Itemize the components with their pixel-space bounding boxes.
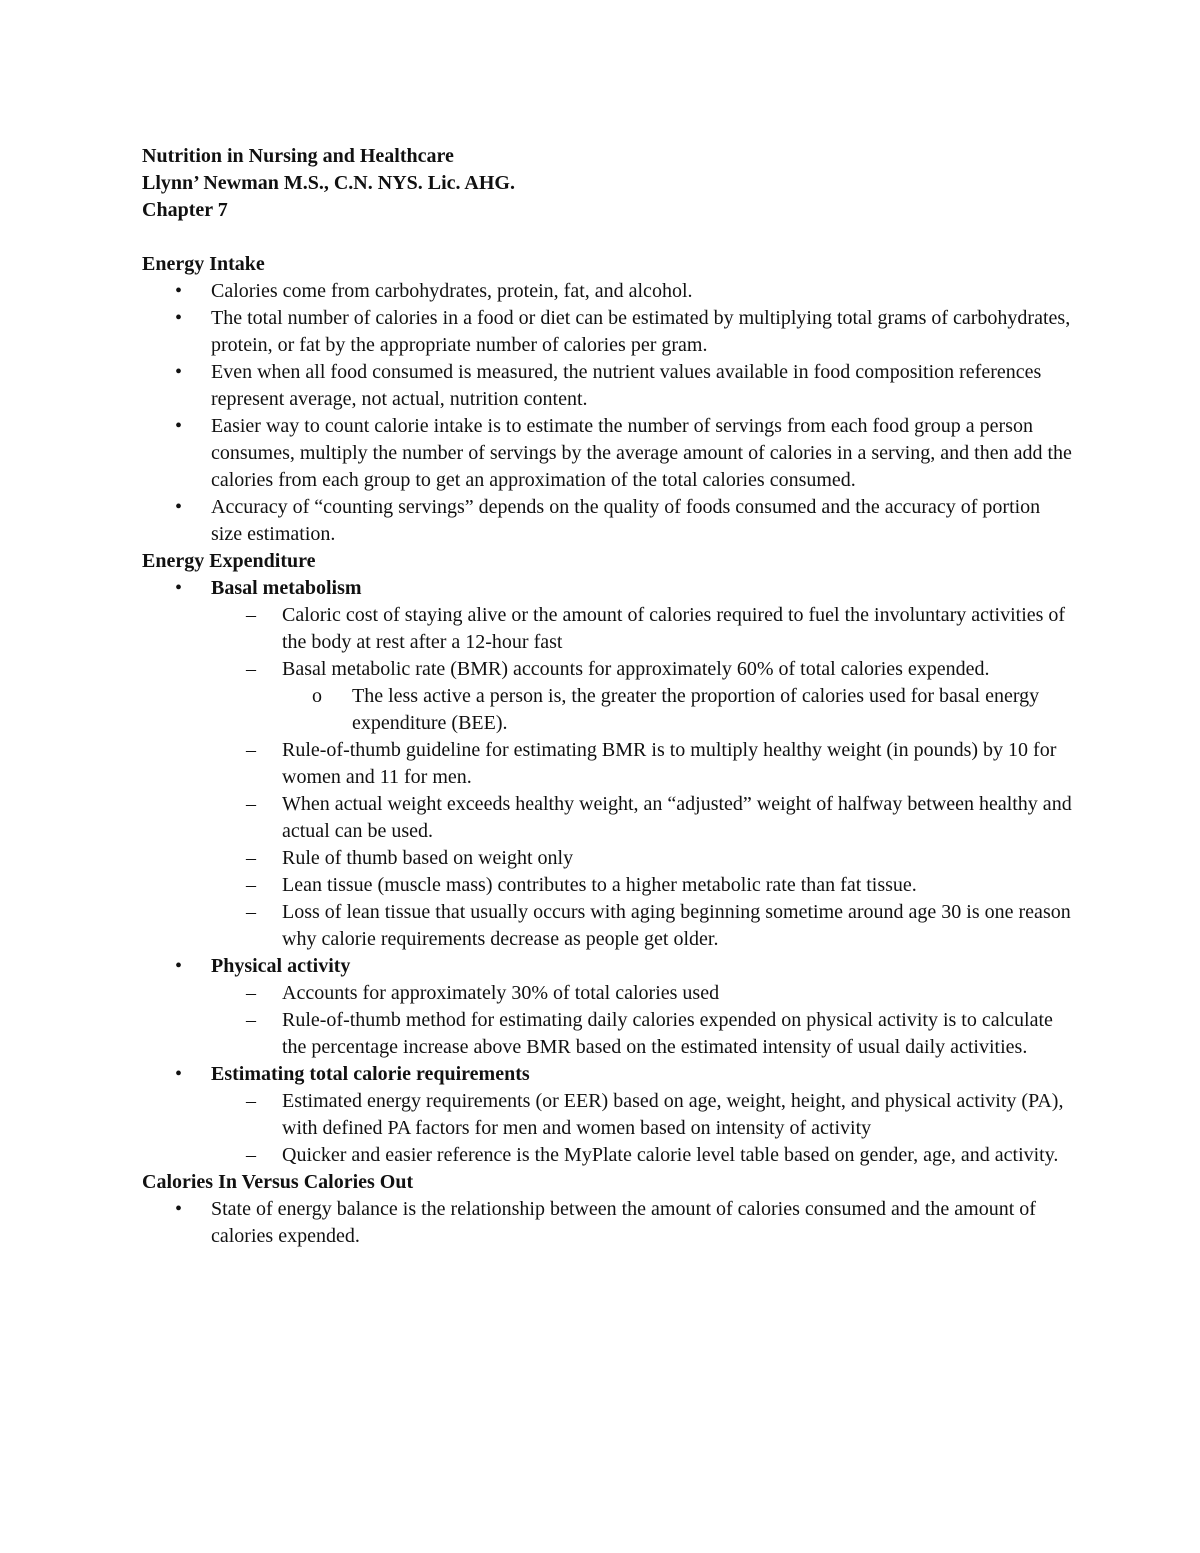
list-item-text: Basal metabolic rate (BMR) accounts for approximately 60% of total calories expended. <box>282 658 990 680</box>
list-item-text: Even when all food consumed is measured, the nutrient values available in food composition references represent average, not actual, nutrition content. <box>211 361 1042 410</box>
list-item-text: Calories come from carbohydrates, protein, fat, and alcohol. <box>211 280 693 302</box>
list-item <box>142 656 1072 737</box>
subheading-estimating-requirements: Estimating total calorie requirements <box>211 1063 530 1085</box>
dash-marker: – <box>246 793 256 815</box>
list-item <box>142 602 1072 656</box>
list-item-physical-activity <box>142 953 1072 1061</box>
chapter-label: Chapter 7 <box>142 199 228 221</box>
circle-marker: o <box>312 685 322 707</box>
bullet-marker: • <box>175 1063 183 1085</box>
list-item <box>142 1196 1072 1250</box>
list-item-estimating-requirements <box>142 1061 1072 1169</box>
list-item-text: State of energy balance is the relationship between the amount of calories consumed and the amount of calories expended. <box>211 1198 1036 1247</box>
bmr-sub-list <box>282 683 1072 737</box>
list-item <box>142 494 1072 548</box>
dash-marker: – <box>246 1144 256 1166</box>
list-item <box>142 737 1072 791</box>
bullet-marker: • <box>175 307 183 329</box>
dash-marker: – <box>246 1090 256 1112</box>
bullet-marker: • <box>175 496 183 518</box>
section-title-energy-intake: Energy Intake <box>142 253 265 275</box>
list-item <box>142 872 1072 899</box>
list-item <box>142 1007 1072 1061</box>
list-item <box>142 791 1072 845</box>
basal-metabolism-list <box>211 602 1072 953</box>
course-title: Nutrition in Nursing and Healthcare <box>142 145 454 167</box>
list-item <box>142 359 1072 413</box>
dash-marker: – <box>246 739 256 761</box>
list-item-text: Estimated energy requirements (or EER) based on age, weight, height, and physical activity (PA), with defined PA factors for men and women based on intensity of activity <box>282 1090 1064 1139</box>
energy-expenditure-list <box>142 575 1072 1169</box>
subheading-basal-metabolism: Basal metabolism <box>211 577 362 599</box>
list-item-text: The total number of calories in a food or diet can be estimated by multiplying total grams of carbohydrates, protein, or fat by the appropriate number of calories per gram. <box>211 307 1071 356</box>
list-item-text: Rule-of-thumb guideline for estimating BMR is to multiply healthy weight (in pounds) by 10 for women and 11 for men. <box>282 739 1057 788</box>
calories-in-out-list <box>142 1196 1072 1250</box>
list-item <box>142 1088 1072 1142</box>
list-item-text: Lean tissue (muscle mass) contributes to a higher metabolic rate than fat tissue. <box>282 874 917 896</box>
list-item <box>142 980 1072 1007</box>
bullet-marker: • <box>175 361 183 383</box>
bullet-marker: • <box>175 577 183 599</box>
list-item <box>142 683 1072 737</box>
list-item-text: Accuracy of “counting servings” depends on the quality of foods consumed and the accuracy of portion size estimation. <box>211 496 1041 545</box>
dash-marker: – <box>246 982 256 1004</box>
list-item-text: Rule of thumb based on weight only <box>282 847 574 869</box>
dash-marker: – <box>246 658 256 680</box>
list-item-basal-metabolism <box>142 575 1072 953</box>
list-item <box>142 305 1072 359</box>
list-item-text: Quicker and easier reference is the MyPlate calorie level table based on gender, age, and activity. <box>282 1144 1059 1166</box>
list-item <box>142 1142 1072 1169</box>
list-item-text: Caloric cost of staying alive or the amount of calories required to fuel the involuntary activities of the body at rest after a 12-hour fast <box>282 604 1066 653</box>
energy-intake-list <box>142 278 1072 548</box>
bullet-marker: • <box>175 415 183 437</box>
dash-marker: – <box>246 1009 256 1031</box>
dash-marker: – <box>246 874 256 896</box>
list-item-text: Accounts for approximately 30% of total calories used <box>282 982 720 1004</box>
physical-activity-list <box>211 980 1072 1061</box>
dash-marker: – <box>246 604 256 626</box>
section-title-energy-expenditure: Energy Expenditure <box>142 550 316 572</box>
dash-marker: – <box>246 847 256 869</box>
list-item-text: Loss of lean tissue that usually occurs with aging beginning sometime around age 30 is one reason why calorie requirements decrease as people get older. <box>282 901 1071 950</box>
subheading-physical-activity: Physical activity <box>211 955 351 977</box>
dash-marker: – <box>246 901 256 923</box>
list-item-text: The less active a person is, the greater the proportion of calories used for basal energy expenditure (BEE). <box>352 685 1040 734</box>
list-item-text: Easier way to count calorie intake is to estimate the number of servings from each food group a person consumes, multiply the number of servings by the average amount of calories in a serving, and then add the calories from each group to get an approximation of the total calories consumed. <box>211 415 1072 491</box>
blank-line <box>142 224 1072 251</box>
bullet-marker: • <box>175 955 183 977</box>
list-item-text: Rule-of-thumb method for estimating daily calories expended on physical activity is to calculate the percentage increase above BMR based on the estimated intensity of usual daily activities. <box>282 1009 1053 1058</box>
document-body <box>142 143 1072 1250</box>
list-item <box>142 899 1072 953</box>
estimating-requirements-list <box>211 1088 1072 1169</box>
author-line: Llynn’ Newman M.S., C.N. NYS. Lic. AHG. <box>142 172 515 194</box>
list-item <box>142 278 1072 305</box>
list-item-text: When actual weight exceeds healthy weight, an “adjusted” weight of halfway between healthy and actual can be used. <box>282 793 1072 842</box>
bullet-marker: • <box>175 1198 183 1220</box>
list-item <box>142 413 1072 494</box>
list-item <box>142 845 1072 872</box>
section-title-calories-in-out: Calories In Versus Calories Out <box>142 1171 414 1193</box>
bullet-marker: • <box>175 280 183 302</box>
